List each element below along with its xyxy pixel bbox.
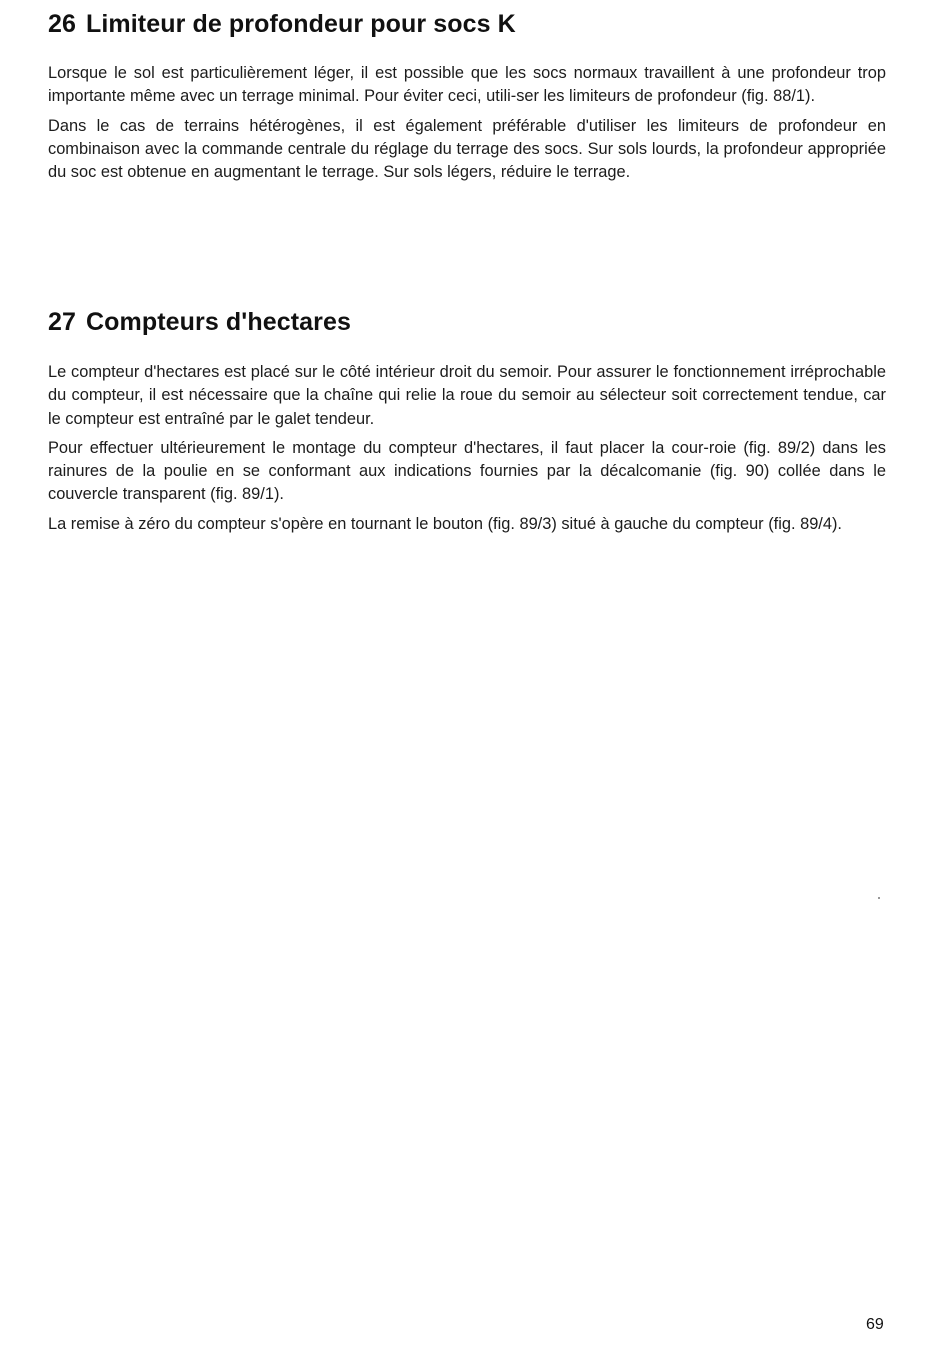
- section-26-number: 26: [48, 10, 77, 38]
- section-27-heading: [48, 307, 351, 337]
- page-number: 69: [866, 1316, 884, 1333]
- section-27-paragraph-2: Pour effectuer ultérieurement le montage du compteur d'hectares, il faut placer la cour-roie (fig. 89/2) dans les rainures de la poulie en se conformant aux indications fournies par la décalcomanie (fig. 90) collée dans le couvercle transparent (fig. 89/1).: [48, 438, 886, 504]
- section-27-paragraph-3: La remise à zéro du compteur s'opère en tournant le bouton (fig. 89/3) situé à gauche du compteur (fig. 89/4).: [48, 514, 842, 533]
- section-26-heading: [48, 9, 516, 39]
- section-27-title: Compteurs d'hectares: [86, 308, 351, 336]
- section-27-number: 27: [48, 308, 77, 336]
- section-26-paragraph-2: Dans le cas de terrains hétérogènes, il est également préférable d'utiliser les limiteurs de profondeur en combinaison avec la commande centrale du réglage du terrage des socs. Sur sols lourds, la profondeur appropriée du soc est obtenue en augmentant le terrage. Sur sols légers, réduire le terrage.: [48, 116, 886, 182]
- section-27-paragraph-1: Le compteur d'hectares est placé sur le côté intérieur droit du semoir. Pour assurer le fonctionnement irréprochable du compteur, il est nécessaire que la chaîne qui relie la roue du semoir au sélecteur soit correctement tendue, car le compteur est entraîné par le galet tendeur.: [48, 363, 886, 428]
- scan-speck: [878, 897, 880, 899]
- section-27-body: [48, 361, 886, 542]
- section-26-body: [48, 62, 886, 190]
- section-26-title: Limiteur de profondeur pour socs K: [86, 10, 516, 38]
- section-26-paragraph-1: Lorsque le sol est particulièrement léger, il est possible que les socs normaux travaillent à une profondeur trop importante même avec un terrage minimal. Pour éviter ceci, utili-ser les limiteurs de profondeur (fig. 88/1).: [48, 64, 886, 106]
